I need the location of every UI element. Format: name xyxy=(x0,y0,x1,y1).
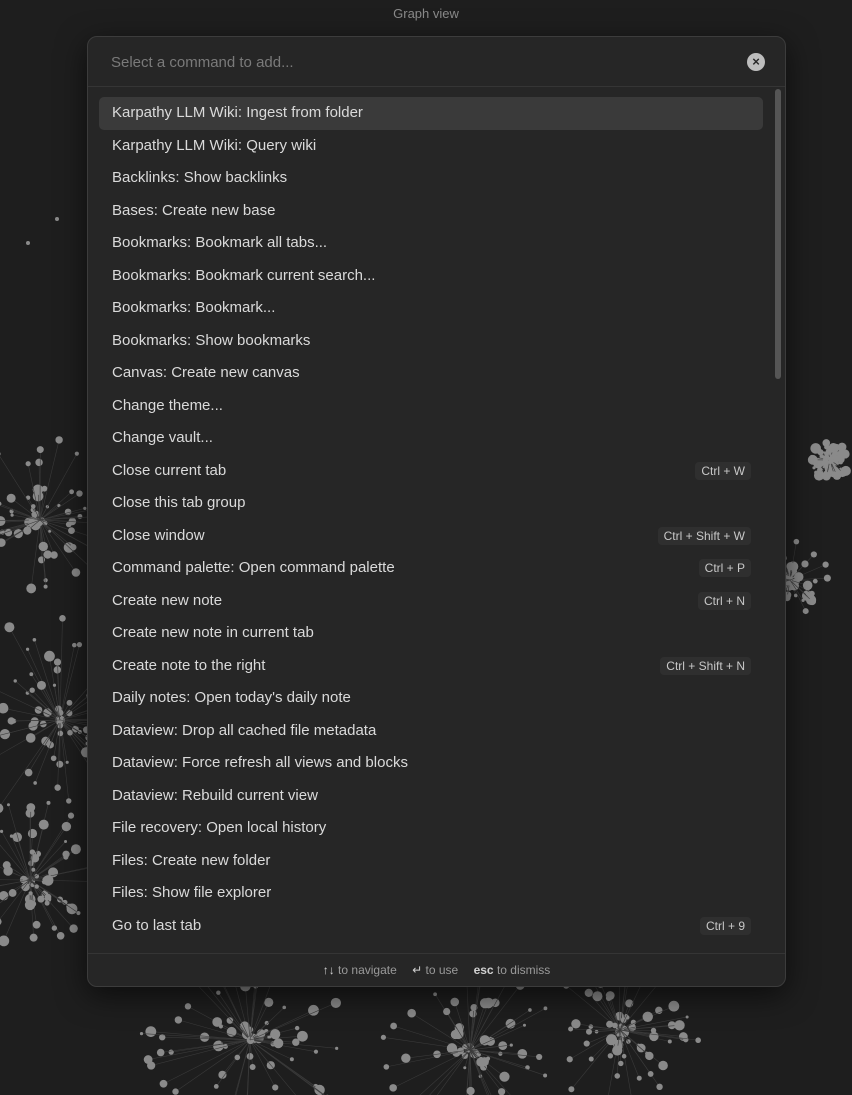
command-item[interactable] xyxy=(99,130,763,163)
graph-node[interactable] xyxy=(668,1001,679,1012)
graph-node[interactable] xyxy=(433,992,437,996)
graph-node[interactable] xyxy=(53,684,56,687)
graph-node[interactable] xyxy=(0,502,1,506)
command-label: Dataview: Rebuild current view xyxy=(112,786,318,804)
graph-node[interactable] xyxy=(57,932,65,940)
graph-node[interactable] xyxy=(45,894,51,900)
graph-node[interactable] xyxy=(160,1080,168,1088)
graph-node[interactable] xyxy=(828,457,832,461)
graph-node[interactable] xyxy=(498,1052,502,1056)
graph-node[interactable] xyxy=(808,455,818,465)
graph-node[interactable] xyxy=(39,542,48,551)
command-label: Go to last tab xyxy=(112,916,202,934)
command-label: Dataview: Force refresh all views and blocks xyxy=(112,754,408,771)
graph-node[interactable] xyxy=(76,911,80,915)
command-item[interactable] xyxy=(99,487,763,520)
graph-node[interactable] xyxy=(592,991,602,1001)
graph-node[interactable] xyxy=(33,921,41,929)
graph-node[interactable] xyxy=(651,1028,656,1033)
command-item[interactable] xyxy=(99,552,763,585)
graph-node[interactable] xyxy=(64,840,67,843)
command-label: Create new note in current tab xyxy=(112,624,314,641)
graph-node[interactable] xyxy=(26,803,35,812)
graph-node[interactable] xyxy=(67,730,73,736)
graph-node[interactable] xyxy=(589,1057,594,1062)
graph-node[interactable] xyxy=(0,538,6,547)
graph-node[interactable] xyxy=(250,1064,256,1070)
graph-node[interactable] xyxy=(58,731,64,737)
graph-node[interactable] xyxy=(62,851,69,858)
graph-node[interactable] xyxy=(44,578,48,582)
graph-node[interactable] xyxy=(658,1061,668,1071)
graph-node[interactable] xyxy=(648,1071,654,1077)
graph-node[interactable] xyxy=(55,217,59,221)
command-item[interactable] xyxy=(99,585,763,618)
graph-node[interactable] xyxy=(822,472,831,481)
graph-node[interactable] xyxy=(282,1006,286,1010)
graph-node[interactable] xyxy=(31,511,37,517)
graph-node[interactable] xyxy=(54,784,60,790)
scrollbar-thumb[interactable] xyxy=(775,89,781,379)
command-label: Bookmarks: Show bookmarks xyxy=(112,331,311,349)
command-label: Canvas: Create new canvas xyxy=(112,364,300,381)
graph-node[interactable] xyxy=(9,889,17,897)
command-picker-modal xyxy=(87,36,786,987)
graph-node[interactable] xyxy=(227,1027,237,1037)
command-list xyxy=(99,97,763,953)
navigate-text: to navigate xyxy=(338,963,397,977)
graph-node[interactable] xyxy=(69,924,77,932)
graph-node[interactable] xyxy=(52,925,57,930)
graph-node[interactable] xyxy=(510,1043,513,1046)
use-instruction xyxy=(412,963,461,977)
graph-node[interactable] xyxy=(543,1073,547,1077)
graph-node[interactable] xyxy=(813,579,818,584)
graph-node[interactable] xyxy=(43,550,51,558)
graph-node[interactable] xyxy=(247,1053,254,1060)
graph-node[interactable] xyxy=(801,560,808,567)
graph-node[interactable] xyxy=(625,999,633,1007)
graph-edge xyxy=(620,1030,639,1078)
command-search-input[interactable] xyxy=(98,45,753,79)
hotkey-badge: Ctrl + 9 xyxy=(700,917,751,935)
graph-node[interactable] xyxy=(825,449,831,455)
graph-node[interactable] xyxy=(586,1029,592,1035)
navigate-keys: ↑↓ xyxy=(322,963,335,977)
graph-node[interactable] xyxy=(216,991,220,995)
graph-edge xyxy=(250,1003,336,1040)
graph-node[interactable] xyxy=(536,1054,542,1060)
graph-node[interactable] xyxy=(235,1055,241,1061)
graph-node[interactable] xyxy=(145,1026,156,1037)
graph-node[interactable] xyxy=(568,1027,573,1032)
graph-node[interactable] xyxy=(29,891,33,895)
graph-node[interactable] xyxy=(31,504,36,509)
graph-node[interactable] xyxy=(77,642,82,647)
graph-node[interactable] xyxy=(695,1037,701,1043)
enter-key: ↵ xyxy=(412,963,423,977)
command-label: Dataview: Drop all cached file metadata xyxy=(112,721,377,739)
graph-node[interactable] xyxy=(185,1003,191,1009)
graph-node[interactable] xyxy=(26,584,36,594)
graph-node[interactable] xyxy=(25,900,35,910)
graph-node[interactable] xyxy=(172,1088,178,1094)
graph-node[interactable] xyxy=(28,829,37,838)
graph-node[interactable] xyxy=(66,798,71,803)
command-item[interactable] xyxy=(99,812,763,845)
graph-node[interactable] xyxy=(794,539,800,545)
graph-node[interactable] xyxy=(33,638,37,642)
graph-node[interactable] xyxy=(544,1006,548,1010)
graph-edge xyxy=(161,1040,250,1053)
graph-node[interactable] xyxy=(218,1041,221,1044)
graph-node[interactable] xyxy=(227,1017,234,1024)
command-label: Files: Show file explorer xyxy=(112,884,272,901)
graph-node[interactable] xyxy=(683,1037,688,1042)
command-item[interactable] xyxy=(99,715,763,748)
graph-node[interactable] xyxy=(480,1035,490,1045)
graph-node[interactable] xyxy=(51,755,57,761)
navigate-instruction xyxy=(323,963,400,977)
command-item[interactable] xyxy=(99,195,763,228)
graph-node[interactable] xyxy=(407,1009,416,1018)
graph-node[interactable] xyxy=(786,562,794,570)
graph-node[interactable] xyxy=(3,866,12,875)
command-label: Backlinks: Show backlinks xyxy=(112,169,288,186)
graph-node[interactable] xyxy=(668,1040,672,1044)
command-label: Daily notes: Open today's daily note xyxy=(112,689,351,706)
graph-node[interactable] xyxy=(0,451,1,456)
command-label: File recovery: Open local history xyxy=(112,819,327,836)
graph-node[interactable] xyxy=(67,700,73,706)
graph-node[interactable] xyxy=(75,452,79,456)
graph-node[interactable] xyxy=(8,717,15,724)
graph-node[interactable] xyxy=(12,832,22,842)
graph-node[interactable] xyxy=(389,1084,397,1092)
graph-node[interactable] xyxy=(72,568,81,577)
command-label: Bases: Create new base xyxy=(112,201,276,219)
graph-node[interactable] xyxy=(44,651,55,662)
graph-node[interactable] xyxy=(0,803,3,813)
graph-node[interactable] xyxy=(809,598,816,605)
graph-node[interactable] xyxy=(290,1057,294,1061)
graph-node[interactable] xyxy=(54,658,61,665)
graph-node[interactable] xyxy=(30,849,35,854)
graph-node[interactable] xyxy=(612,1045,622,1055)
use-text: to use xyxy=(425,963,459,977)
command-label: Bookmarks: Bookmark... xyxy=(112,299,276,316)
graph-node[interactable] xyxy=(29,687,34,692)
graph-node[interactable] xyxy=(817,449,823,455)
command-item[interactable] xyxy=(99,260,763,293)
graph-edge xyxy=(467,983,470,1050)
hotkey-badge: Ctrl + Shift + W xyxy=(658,527,751,545)
graph-node[interactable] xyxy=(612,1023,618,1029)
graph-node[interactable] xyxy=(35,459,42,466)
graph-node[interactable] xyxy=(480,998,490,1008)
graph-node[interactable] xyxy=(499,1072,509,1082)
graph-node[interactable] xyxy=(608,1053,613,1058)
graph-node[interactable] xyxy=(35,884,39,888)
graph-node[interactable] xyxy=(476,1057,485,1066)
graph-node[interactable] xyxy=(0,516,5,526)
graph-node[interactable] xyxy=(157,1049,165,1057)
esc-key: esc xyxy=(473,963,494,977)
command-label: Bookmarks: Bookmark all tabs... xyxy=(112,234,328,251)
graph-node[interactable] xyxy=(26,733,36,743)
graph-node[interactable] xyxy=(30,934,38,942)
command-item[interactable] xyxy=(99,455,763,488)
graph-edge xyxy=(151,1040,250,1066)
graph-node[interactable] xyxy=(140,1032,143,1035)
graph-node[interactable] xyxy=(335,1047,338,1050)
graph-node[interactable] xyxy=(62,822,71,831)
command-item[interactable] xyxy=(99,97,763,130)
graph-node[interactable] xyxy=(10,834,13,837)
command-label: Karpathy LLM Wiki: Ingest from folder xyxy=(112,104,363,121)
command-label: Create note to the right xyxy=(112,656,266,674)
graph-node[interactable] xyxy=(314,1085,324,1095)
command-label: Close this tab group xyxy=(112,494,246,511)
hotkey-badge: Ctrl + P xyxy=(699,559,751,577)
graph-node[interactable] xyxy=(25,769,33,777)
graph-node[interactable] xyxy=(147,1061,155,1069)
command-item[interactable] xyxy=(99,682,763,715)
command-label: Change theme... xyxy=(112,396,223,414)
graph-node[interactable] xyxy=(839,460,843,464)
graph-node[interactable] xyxy=(37,681,46,690)
command-item[interactable] xyxy=(99,422,763,455)
hotkey-badge: Ctrl + N xyxy=(698,592,751,610)
graph-node[interactable] xyxy=(169,1050,174,1055)
graph-node[interactable] xyxy=(606,995,612,1001)
command-item[interactable] xyxy=(99,162,763,195)
command-item[interactable] xyxy=(99,617,763,650)
graph-node[interactable] xyxy=(824,575,831,582)
graph-node[interactable] xyxy=(567,1056,573,1062)
graph-node[interactable] xyxy=(10,513,13,516)
graph-edge xyxy=(470,985,520,1050)
command-label: Command palette: Open command palette xyxy=(112,559,395,576)
graph-node[interactable] xyxy=(467,1087,475,1095)
graph-node[interactable] xyxy=(523,1024,526,1027)
graph-node[interactable] xyxy=(528,1008,532,1012)
graph-node[interactable] xyxy=(794,572,803,581)
graph-node[interactable] xyxy=(83,507,86,510)
graph-node[interactable] xyxy=(66,761,69,764)
graph-node[interactable] xyxy=(292,1039,299,1046)
command-item[interactable] xyxy=(99,877,763,910)
graph-node[interactable] xyxy=(71,844,81,854)
command-item[interactable] xyxy=(99,520,763,553)
graph-node[interactable] xyxy=(272,1084,278,1090)
graph-node[interactable] xyxy=(674,1020,684,1030)
graph-node[interactable] xyxy=(66,710,72,716)
graph-node[interactable] xyxy=(801,599,804,602)
dismiss-instruction xyxy=(474,963,551,977)
graph-node[interactable] xyxy=(33,781,37,785)
graph-node[interactable] xyxy=(31,868,35,872)
graph-node[interactable] xyxy=(270,1029,280,1039)
graph-node[interactable] xyxy=(29,672,33,676)
command-item[interactable] xyxy=(99,747,763,780)
graph-edge xyxy=(230,1040,250,1095)
command-item[interactable] xyxy=(99,357,763,390)
graph-node[interactable] xyxy=(518,1049,528,1059)
graph-node[interactable] xyxy=(56,761,63,768)
graph-node[interactable] xyxy=(463,1066,466,1069)
graph-node[interactable] xyxy=(4,622,14,632)
dismiss-text: to dismiss xyxy=(496,963,551,977)
command-label: Close current tab xyxy=(112,461,227,479)
graph-node[interactable] xyxy=(803,581,813,591)
command-item[interactable] xyxy=(99,292,763,325)
hotkey-badge: Ctrl + W xyxy=(695,462,751,480)
graph-node[interactable] xyxy=(68,813,74,819)
graph-node[interactable] xyxy=(76,490,82,496)
graph-node[interactable] xyxy=(14,679,17,682)
graph-node[interactable] xyxy=(331,998,341,1008)
command-item[interactable] xyxy=(99,227,763,260)
graph-node[interactable] xyxy=(214,1084,219,1089)
command-label: Change vault... xyxy=(112,429,213,446)
command-label: Files: Create new folder xyxy=(112,851,271,869)
graph-node[interactable] xyxy=(39,820,49,830)
command-item[interactable] xyxy=(99,780,763,813)
graph-node[interactable] xyxy=(585,989,593,997)
graph-node[interactable] xyxy=(645,1052,653,1060)
graph-node[interactable] xyxy=(841,466,851,476)
command-label: Karpathy LLM Wiki: Query wiki xyxy=(112,136,317,154)
graph-node[interactable] xyxy=(622,1054,627,1059)
graph-node[interactable] xyxy=(833,471,842,480)
search-row xyxy=(88,37,785,87)
graph-node[interactable] xyxy=(606,1021,613,1028)
graph-node[interactable] xyxy=(584,1040,590,1046)
graph-node[interactable] xyxy=(44,585,48,589)
command-item[interactable] xyxy=(99,650,763,683)
graph-node[interactable] xyxy=(614,1073,620,1079)
graph-node[interactable] xyxy=(823,457,828,462)
graph-node[interactable] xyxy=(443,1008,450,1015)
graph-node[interactable] xyxy=(589,1024,594,1029)
graph-node[interactable] xyxy=(69,489,74,494)
graph-node[interactable] xyxy=(7,494,16,503)
graph-node[interactable] xyxy=(273,1038,283,1048)
graph-node[interactable] xyxy=(68,527,75,534)
hotkey-badge: Ctrl + Shift + N xyxy=(660,657,751,675)
graph-node[interactable] xyxy=(0,936,9,947)
graph-node[interactable] xyxy=(219,1024,223,1028)
graph-node[interactable] xyxy=(643,1012,653,1022)
graph-node[interactable] xyxy=(824,445,829,450)
window-title: Graph view xyxy=(393,6,459,21)
graph-node[interactable] xyxy=(72,643,77,648)
graph-node[interactable] xyxy=(43,875,54,886)
command-label: Bookmarks: Bookmark current search... xyxy=(112,266,376,284)
graph-node[interactable] xyxy=(0,918,2,926)
graph-edge xyxy=(60,645,74,720)
graph-node[interactable] xyxy=(686,1015,689,1018)
graph-node[interactable] xyxy=(491,998,500,1007)
graph-edge xyxy=(592,980,620,1030)
graph-node[interactable] xyxy=(26,648,29,651)
command-item[interactable] xyxy=(99,325,763,358)
graph-node[interactable] xyxy=(618,1061,623,1066)
graph-node[interactable] xyxy=(401,1053,410,1062)
graph-node[interactable] xyxy=(0,830,3,833)
close-icon[interactable]: × xyxy=(747,53,765,71)
instructions-footer xyxy=(88,953,785,987)
graph-node[interactable] xyxy=(384,1064,390,1070)
graph-node[interactable] xyxy=(803,608,809,614)
graph-node[interactable] xyxy=(46,801,50,805)
graph-node[interactable] xyxy=(450,998,459,1007)
graph-node[interactable] xyxy=(498,1088,505,1095)
graph-node[interactable] xyxy=(811,551,817,557)
graph-node[interactable] xyxy=(656,1084,662,1090)
graph-node[interactable] xyxy=(314,1050,318,1054)
graph-node[interactable] xyxy=(606,1034,617,1045)
command-label: Close window xyxy=(112,526,205,544)
graph-node[interactable] xyxy=(37,896,44,903)
graph-node[interactable] xyxy=(0,891,8,900)
graph-node[interactable] xyxy=(54,666,61,673)
graph-node[interactable] xyxy=(637,1076,642,1081)
graph-node[interactable] xyxy=(7,803,10,806)
graph-node[interactable] xyxy=(390,1023,397,1030)
command-item[interactable] xyxy=(99,910,763,943)
graph-node[interactable] xyxy=(59,615,66,622)
graph-node[interactable] xyxy=(0,703,8,714)
graph-node[interactable] xyxy=(26,241,30,245)
graph-node[interactable] xyxy=(506,1019,516,1029)
graph-node[interactable] xyxy=(295,1026,299,1030)
graph-node[interactable] xyxy=(823,562,829,568)
command-label: Create new note xyxy=(112,591,223,609)
command-item[interactable] xyxy=(99,845,763,878)
graph-node[interactable] xyxy=(78,514,83,519)
graph-node[interactable] xyxy=(55,436,62,443)
graph-node[interactable] xyxy=(175,1016,182,1023)
graph-edge xyxy=(60,720,87,743)
graph-node[interactable] xyxy=(37,446,44,453)
graph-node[interactable] xyxy=(381,1035,386,1040)
graph-node[interactable] xyxy=(26,461,31,466)
command-item[interactable] xyxy=(99,390,763,423)
graph-node[interactable] xyxy=(23,527,31,535)
graph-edge xyxy=(35,720,60,783)
graph-node[interactable] xyxy=(571,1019,580,1028)
graph-node[interactable] xyxy=(568,1086,574,1092)
